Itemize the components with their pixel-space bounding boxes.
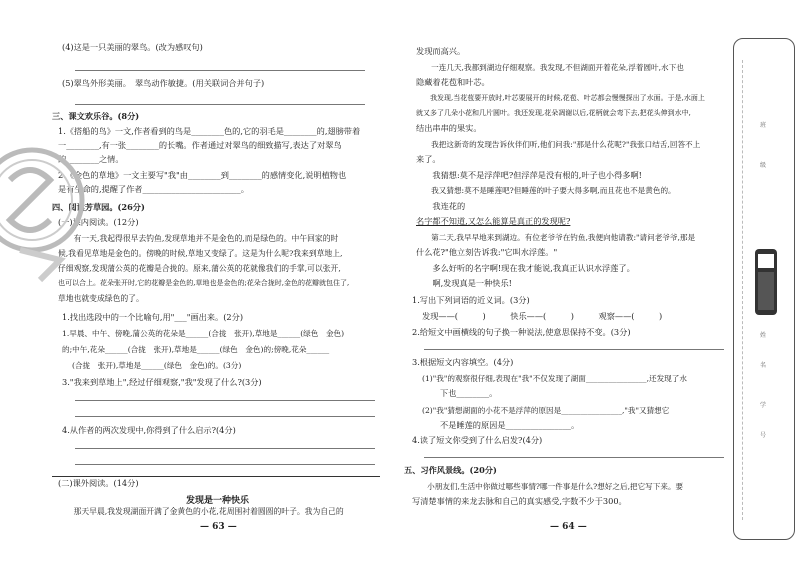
section5-title: 五、习作风景线。(20分) [404,465,497,475]
answer-line [75,104,365,105]
story-line: 我又猜想:莫不是睡莲吧?但睡莲的叶子要大得多啊,而且花也不是黄色的。 [416,186,676,195]
rq3-1-b: 下也________。 [440,388,498,398]
story-line: 结出串串的果实。 [416,123,482,133]
rq3-text: 3.根据短文内容填空。(4分) [412,357,514,367]
section3-title: 三、课文欢乐谷。(8分) [52,111,140,121]
binding-label: 名 [760,362,767,369]
right-page [400,0,730,573]
story-line: 多么好听的名字啊!现在我才能说,我真正认识水浮莲了。 [416,263,635,273]
s3-2-line-a: 2.《金色的草地》一文主要写"我"由________到________的感情变化,说明植物也 [58,170,347,180]
rq3-1-a: (1)"我"的观察很仔细,表现在"我"不仅发现了湖面________________,还发现了水 [422,374,687,383]
story-line: 隐藏着花苞和叶芯。 [416,77,490,87]
s3-2-line-b: 是有生命的,提醒了作者________________________。 [58,184,249,194]
passage-line: 有一天,我起得很早去钓鱼,发现草地并不是金色的,而是绿色的。中午回家的时 [58,234,339,243]
lq4-text: 4.从作者的两次发现中,你得到了什么启示?(4分) [62,425,236,435]
cut-line [742,60,743,520]
answer-line [75,416,375,417]
underlined-sentence: 名字都不知道,又怎么能算是真正的发现呢? [416,216,571,226]
story-line: 什么花?"他立刻告诉我:"它叫水浮莲。" [416,247,558,257]
rq3-2-a: (2)"我"猜想湖面的小花不是浮萍的原因是________________,"我"又猜想它 [422,406,670,415]
page-number-left: — 63 — [200,522,237,532]
answer-line [424,349,724,350]
rq1-items: 发现——( ) 快乐——( ) 观察——( ) [422,311,663,321]
story-line: 啊,发现真是一种快乐! [416,278,512,288]
q4-text: (4)这是一只美丽的翠鸟。(改为感叹句) [62,42,203,52]
passage-line: 仔细观察,发现蒲公英的花瓣是合拢的。原来,蒲公英的花就像我们的手掌,可以张开, [58,264,341,273]
composition-prompt: 小朋友们,生活中你做过哪些事情?哪一件事是什么?想好之后,把它写下来。要 [412,482,684,491]
q5-text: (5)翠鸟外形美丽。 翠鸟动作敏捷。(用关联词合并句子) [62,78,265,88]
lq2-line-c: (合拢 张开),草地是______(绿色 金色)的。(3分) [72,361,242,370]
passage-line: 候,我看见草地是金色的。傍晚的时候,草地又变绿了。这是为什么呢?我来到草地上, [58,249,343,258]
part1-title: (一)课内阅读。(12分) [58,217,139,227]
passage-line: 草地也就变成绿色的了。 [58,294,144,303]
lq2-line-a: 1.早晨、中午、傍晚,蒲公英的花朵是______(合拢 张开),草地是______(绿色 金色) [62,329,345,338]
binding-label: 级 [760,162,767,169]
answer-line [75,464,375,465]
binding-label: 学 [760,402,767,409]
stamp-watermark-icon [0,140,90,290]
passage-line: 也可以合上。花朵张开时,它的花瓣是金色的,草地也是金色的;花朵合拢时,金色的花瓣就包住了, [58,279,350,287]
s3-1-line-a: 1.《搭船的鸟》一文,作者看到的鸟是________色的,它的羽毛是________的,翅膀带着 [58,126,361,136]
story-line: 我猜想:莫不是浮萍吧?但浮萍是没有根的,叶子也小得多啊! [416,170,642,180]
answer-line [75,400,375,401]
story-line: 我连花的 [416,201,466,211]
story-title: 发现是一种快乐 [186,496,250,506]
story-line: 一连几天,我都到湖边仔细观察。我发现,不但湖面开着花朵,浮着圆叶,水下也 [416,63,684,72]
binding-label: 姓 [760,332,767,339]
answer-line [75,70,365,71]
answer-line [424,457,724,458]
story-line: 就又多了几朵小花和几片圆叶。我还发现,花朵凋谢以后,花柄就会弯下去,把花头伸到水中, [416,109,691,117]
answer-line [75,448,375,449]
lq1-text: 1.找出选段中的一个比喻句,用"___"画出来。(2分) [62,312,244,322]
lq2-line-b: 的;中午,花朵______(合拢 张开),草地是______(绿色 金色)的;傍晚,花朵______ [62,345,330,354]
story-line: 发现而高兴。 [416,46,466,56]
brand-logo-icon [754,248,778,316]
story-line: 我把这新奇的发现告诉伙伴们听,他们问我:"那是什么花呢?"我张口结舌,回答不上 [416,140,701,149]
rq1-text: 1.写出下列词语的近义词。(3分) [412,295,530,305]
binding-label: 班 [760,122,767,129]
s3-1-line-b: 一________,有一张________的长嘴。作者通过对翠鸟的细致描写,表达了对翠鸟 [58,140,342,150]
story-line: 那天早晨,我发现湖面开满了金黄色的小花,花周围衬着圆圆的叶子。我为自己的 [58,507,344,516]
binding-label: 号 [760,432,767,439]
rq4-text: 4.读了短文你受到了什么启发?(4分) [412,435,543,445]
lq3-text: 3."我来到草地上",经过仔细观察,"我"发现了什么?(3分) [62,377,262,387]
story-line: 第二天,我早早地来到湖边。有位老爷爷在钓鱼,我便向他请教:"请问老爷爷,那是 [416,233,696,242]
composition-prompt: 写清楚事情的来龙去脉和自己的真实感受,字数不少于300。 [412,496,627,506]
rq3-2-b: 不是睡莲的原因是________________。 [440,420,580,430]
divider [52,476,380,477]
story-line: 来了。 [416,154,441,164]
story-line: 我发现,当花苞要开放时,叶芯要展开的时候,花苞、叶芯都会慢慢探出了水面。于是,水面上 [416,94,705,102]
rq2-text: 2.给短文中画横线的句子换一种说法,使意思保持不变。(3分) [412,327,631,337]
s3-1-line-c: 的________之情。 [58,154,124,164]
page-number-right: — 64 — [550,522,587,532]
part2-title: (二)课外阅读。(14分) [58,478,139,488]
section4-title: 四、阅读芳草园。(26分) [52,202,145,212]
